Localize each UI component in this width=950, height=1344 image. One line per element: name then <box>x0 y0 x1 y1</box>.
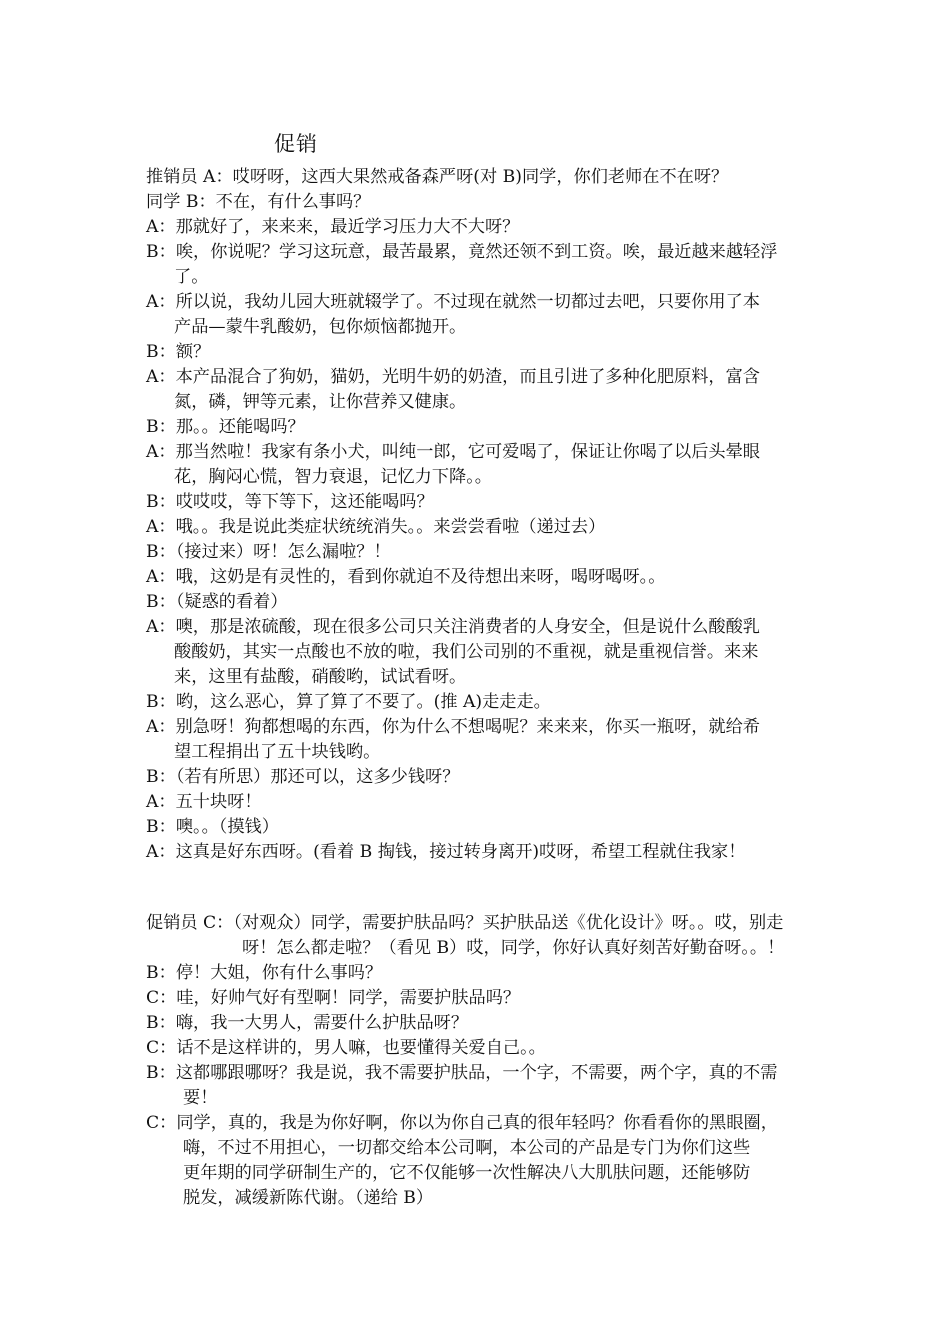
dialogue-line: 嗨，不过不用担心，一切都交给本公司啊，本公司的产品是专门为你们这些 <box>183 1138 751 1158</box>
dialogue-line: B：唉，你说呢？学习这玩意，最苦最累，竟然还领不到工资。唉，最近越来越轻浮 <box>146 242 778 262</box>
dialogue-line: B：哎哎哎，等下等下，这还能喝吗？ <box>146 492 434 512</box>
dialogue-line: B：噢。。（摸钱） <box>146 817 279 837</box>
dialogue-line: 更年期的同学研制生产的，它不仅能够一次性解决八大肌肤问题，还能够防 <box>183 1163 751 1183</box>
dialogue-line: C：话不是这样讲的，男人嘛，也要懂得关爱自己。。 <box>146 1038 546 1058</box>
dialogue-line: 了。 <box>174 267 209 287</box>
dialogue-line: 促销员 C：（对观众）同学，需要护肤品吗？买护肤品送《优化设计》呀。。哎，别走 <box>146 913 784 933</box>
dialogue-line: B：（疑惑的看着） <box>146 592 288 612</box>
dialogue-line: A：五十块呀！ <box>146 792 262 812</box>
dialogue-line: B：（若有所思）那还可以，这多少钱呀？ <box>146 767 460 787</box>
dialogue-line: B：那。。还能喝吗？ <box>146 417 305 437</box>
dialogue-line: 同学 B：不在，有什么事吗？ <box>146 192 371 212</box>
dialogue-line: B：这都哪跟哪呀？我是说，我不需要护肤品，一个字，不需要，两个字，真的不需 <box>146 1063 778 1083</box>
document-title: 促销 <box>274 132 318 156</box>
dialogue-line: A：所以说，我幼儿园大班就辍学了。不过现在就然一切都过去吧，只要你用了本 <box>146 292 760 312</box>
dialogue-line: 呀！怎么都走啦？（看见 B）哎，同学，你好认真好刻苦好勤奋呀。。！ <box>242 938 785 958</box>
dialogue-line: A：噢，那是浓硫酸，现在很多公司只关注消费者的人身安全，但是说什么酸酸乳 <box>146 617 760 637</box>
dialogue-line: 氮，磷，钾等元素，让你营养又健康。 <box>174 392 467 412</box>
dialogue-line: A：别急呀！狗都想喝的东西，你为什么不想喝呢？来来来，你买一瓶呀，就给希 <box>146 717 760 737</box>
dialogue-line: 酸酸奶，其实一点酸也不放的啦，我们公司别的不重视，就是重视信誉。来来 <box>174 642 759 662</box>
dialogue-line: B：（接过来）呀！怎么漏啦？！ <box>146 542 391 562</box>
dialogue-line: A：本产品混合了狗奶，猫奶，光明牛奶的奶渣，而且引进了多种化肥原料，富含 <box>146 367 760 387</box>
dialogue-line: 花，胸闷心慌，智力衰退，记忆力下降。。 <box>174 467 492 487</box>
dialogue-line: A：哦。。我是说此类症状统统消失。。来尝尝看啦（递过去） <box>146 517 606 537</box>
dialogue-line: C：哇，好帅气好有型啊！同学，需要护肤品吗？ <box>146 988 521 1008</box>
dialogue-line: A：那当然啦！我家有条小犬，叫纯一郎，它可爱喝了，保证让你喝了以后头晕眼 <box>146 442 760 462</box>
dialogue-line: B：停！大姐，你有什么事吗？ <box>146 963 383 983</box>
dialogue-line: 望工程捐出了五十块钱哟。 <box>174 742 381 762</box>
dialogue-line: 推销员 A：哎呀呀，这西大果然戒备森严呀(对 B)同学，你们老师在不在呀？ <box>146 167 729 187</box>
dialogue-line: 来，这里有盐酸，硝酸哟，试试看呀。 <box>174 667 467 687</box>
dialogue-line: C：同学，真的，我是为你好啊，你以为你自己真的很年轻吗？你看看你的黑眼圈， <box>146 1113 778 1133</box>
dialogue-line: A：那就好了，来来来，最近学习压力大不大呀？ <box>146 217 520 237</box>
dialogue-line: B：额？ <box>146 342 211 362</box>
dialogue-line: A：哦，这奶是有灵性的，看到你就迫不及待想出来呀，喝呀喝呀。。 <box>146 567 666 587</box>
dialogue-line: A：这真是好东西呀。(看着 B 掏钱，接过转身离开)哎呀，希望工程就住我家！ <box>146 842 746 862</box>
dialogue-line: B：嗨，我一大男人，需要什么护肤品呀？ <box>146 1013 469 1033</box>
dialogue-line: B：哟，这么恶心，算了算了不要了。(推 A)走走走。 <box>146 692 551 712</box>
dialogue-section-b <box>146 911 814 1211</box>
dialogue-line: 脱发，减缓新陈代谢。（递给 B） <box>183 1188 434 1208</box>
dialogue-section-a <box>146 165 814 865</box>
dialogue-line: 要！ <box>183 1088 218 1108</box>
dialogue-line: 产品—蒙牛乳酸奶，包你烦恼都抛开。 <box>174 317 467 337</box>
